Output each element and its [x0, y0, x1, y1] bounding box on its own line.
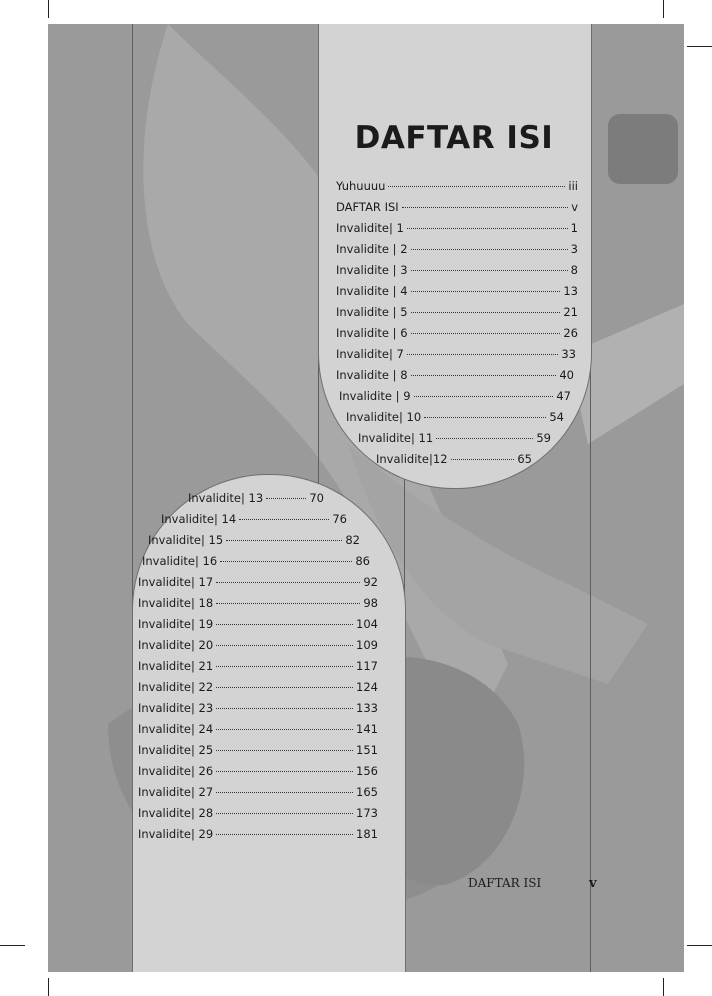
toc-entry: Invalidite| 7 33: [336, 347, 576, 361]
footer-section-label: DAFTAR ISI: [468, 876, 542, 890]
toc-entry: Invalidite| 25 151: [138, 743, 378, 757]
toc-entry: Invalidite | 4 13: [336, 284, 578, 298]
toc-entry: Invalidite| 24 141: [138, 722, 378, 736]
crop-mark: [48, 978, 49, 996]
toc-entry: Invalidite| 13 70: [188, 491, 324, 505]
toc-entry: Invalidite| 17 92: [138, 575, 378, 589]
toc-entry: Invalidite| 20 109: [138, 638, 378, 652]
toc-entry: Invalidite| 16 86: [142, 554, 370, 568]
toc-entry: Invalidite| 21 117: [138, 659, 378, 673]
toc-entry: Invalidite| 18 98: [138, 596, 378, 610]
toc-entry: Invalidite| 27 165: [138, 785, 378, 799]
book-page: [48, 24, 684, 972]
toc-entry: Invalidite| 14 76: [161, 512, 347, 526]
toc-entry: Invalidite| 10 54: [346, 410, 564, 424]
toc-entry: Invalidite| 29 181: [138, 827, 378, 841]
crop-mark: [687, 46, 712, 47]
toc-entry: Invalidite| 1 1: [336, 221, 578, 235]
crop-mark: [663, 0, 664, 18]
toc-entry: Invalidite| 26 156: [138, 764, 378, 778]
toc-entry: DAFTAR ISI v: [336, 200, 578, 214]
toc-entry: Invalidite | 3 8: [336, 263, 578, 277]
toc-entry: Invalidite| 11 59: [358, 431, 551, 445]
toc-entry: Invalidite| 15 82: [148, 533, 360, 547]
crop-mark: [48, 0, 49, 18]
crop-mark: [663, 978, 664, 996]
toc-entry: Invalidite | 8 40: [336, 368, 574, 382]
page-title: DAFTAR ISI: [354, 120, 554, 156]
toc-entry: Invalidite| 23 133: [138, 701, 378, 715]
crop-mark: [687, 945, 712, 946]
toc-entry: Invalidite| 28 173: [138, 806, 378, 820]
toc-entry: Invalidite|12 65: [376, 452, 532, 466]
toc-entry: Invalidite| 19 104: [138, 617, 378, 631]
crop-mark: [0, 945, 25, 946]
toc-entry: Invalidite | 2 3: [336, 242, 578, 256]
toc-entry: Invalidite | 9 47: [339, 389, 571, 403]
toc-entry: Invalidite| 22 124: [138, 680, 378, 694]
toc-entry: Invalidite | 6 26: [336, 326, 578, 340]
footer-page-number: v: [589, 876, 597, 891]
toc-entry: Yuhuuuu iii: [336, 179, 578, 193]
toc-entry: Invalidite | 5 21: [336, 305, 578, 319]
